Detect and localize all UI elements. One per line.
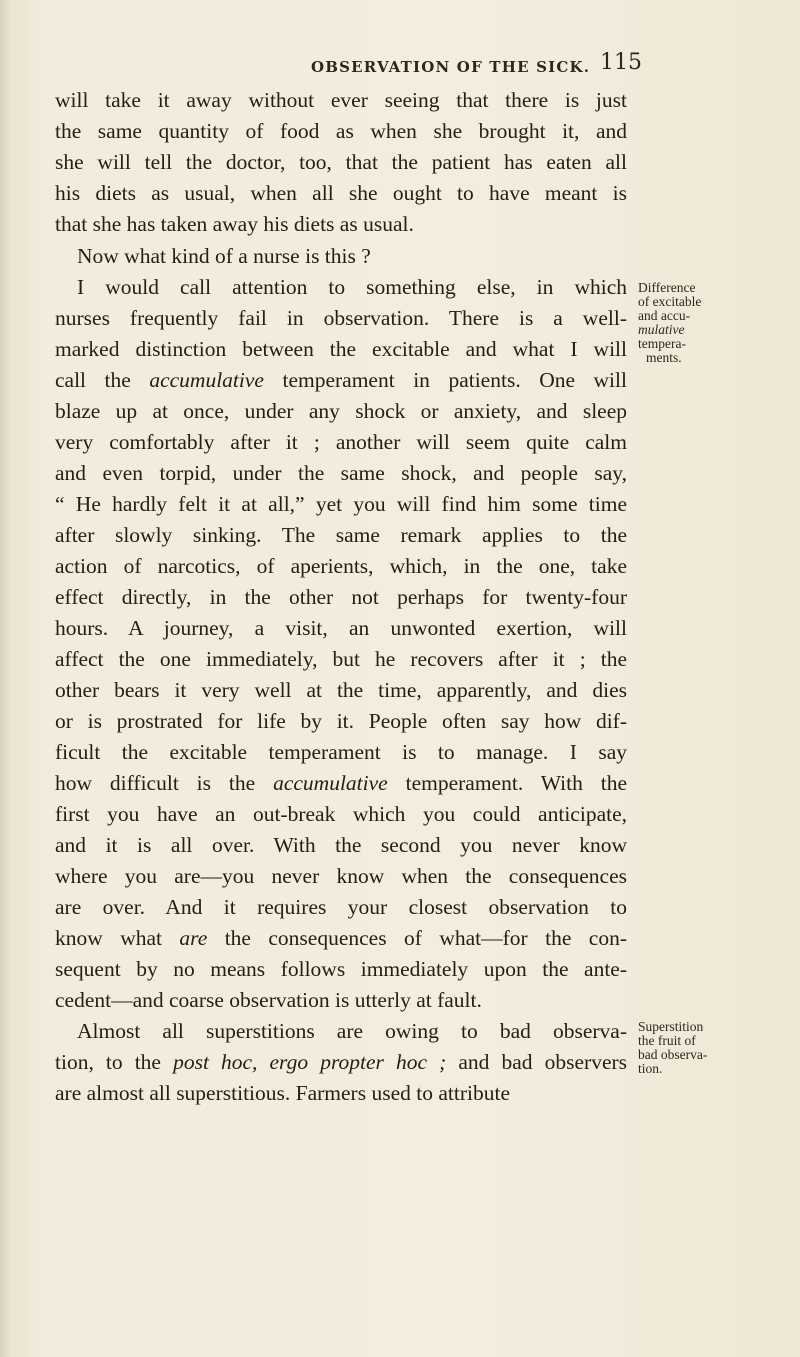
text-line: will take it away without ever seeing that there is just [55,88,627,112]
text-line: that she has taken away his diets as usual. [55,212,414,236]
margin-note-line: mulative [638,322,685,337]
text-line: affect the one immediately, but he recovers after it ; the [55,647,627,671]
margin-note-temperaments [638,281,738,365]
text-line: ficult the excitable temperament is to manage. I say [55,740,627,764]
text-line: know what are the consequences of what—for the con- [55,926,627,950]
margin-note-line: bad observa- [638,1047,708,1062]
text-line: are over. And it requires your closest observation to [55,895,627,919]
margin-note-superstition [638,1020,738,1076]
margin-note-line: tion. [638,1061,663,1076]
text-line: first you have an out-break which you could anticipate, [55,802,627,826]
text-line: tion, to the post hoc, ergo propter hoc ; and bad observers [55,1050,628,1074]
text-line: or is prostrated for life by it. People often say how dif- [55,709,627,733]
text-line: call the accumulative temperament in patients. One will [55,368,627,392]
text-line: and it is all over. With the second you never know [55,833,627,857]
margin-note-line: and accu- [638,308,691,323]
text-line: where you are—you never know when the consequences [55,864,627,888]
text-line: sequent by no means follows immediately upon the ante- [55,957,627,981]
margin-note-line: Difference [638,280,696,295]
text-line: effect directly, in the other not perhaps for twenty-four [55,585,627,609]
text-line: I would call attention to something else, in which [77,275,627,299]
text-line: are almost all superstitious. Farmers used to attribute [55,1081,510,1105]
running-title: OBSERVATION OF THE SICK. [311,58,591,76]
margin-note-line: tempera- [638,336,686,351]
text-line: Now what kind of a nurse is this ? [77,244,371,268]
page-edge [0,0,10,1357]
text-line: Almost all superstitions are owing to bad observa- [77,1019,627,1043]
text-line: she will tell the doctor, too, that the patient has eaten all [55,150,627,174]
text-line: the same quantity of food as when she brought it, and [55,119,627,143]
margin-note-line: the fruit of [638,1033,696,1048]
text-line: his diets as usual, when all she ought to have meant is [55,181,627,205]
text-line: how difficult is the accumulative temperament. With the [55,771,627,795]
text-line: after slowly sinking. The same remark applies to the [55,523,627,547]
text-line: “ He hardly felt it at all,” yet you will find him some time [55,492,627,516]
text-line: blaze up at once, under any shock or anxiety, and sleep [55,399,627,423]
margin-note-line: ments. [646,350,682,365]
text-line: cedent—and coarse observation is utterly at fault. [55,988,482,1012]
margin-note-line: of excitable [638,294,702,309]
margin-note-line: Superstition [638,1019,704,1034]
text-line: very comfortably after it ; another will seem quite calm [55,430,627,454]
text-line: nurses frequently fail in observation. There is a well- [55,306,627,330]
text-line: other bears it very well at the time, apparently, and dies [55,678,627,702]
text-line: marked distinction between the excitable and what I will [55,337,627,361]
page-number: 115 [600,50,642,75]
text-line: hours. A journey, a visit, an unwonted exertion, will [55,616,627,640]
text-line: and even torpid, under the same shock, and people say, [55,461,627,485]
text-line: action of narcotics, of aperients, which, in the one, take [55,554,627,578]
